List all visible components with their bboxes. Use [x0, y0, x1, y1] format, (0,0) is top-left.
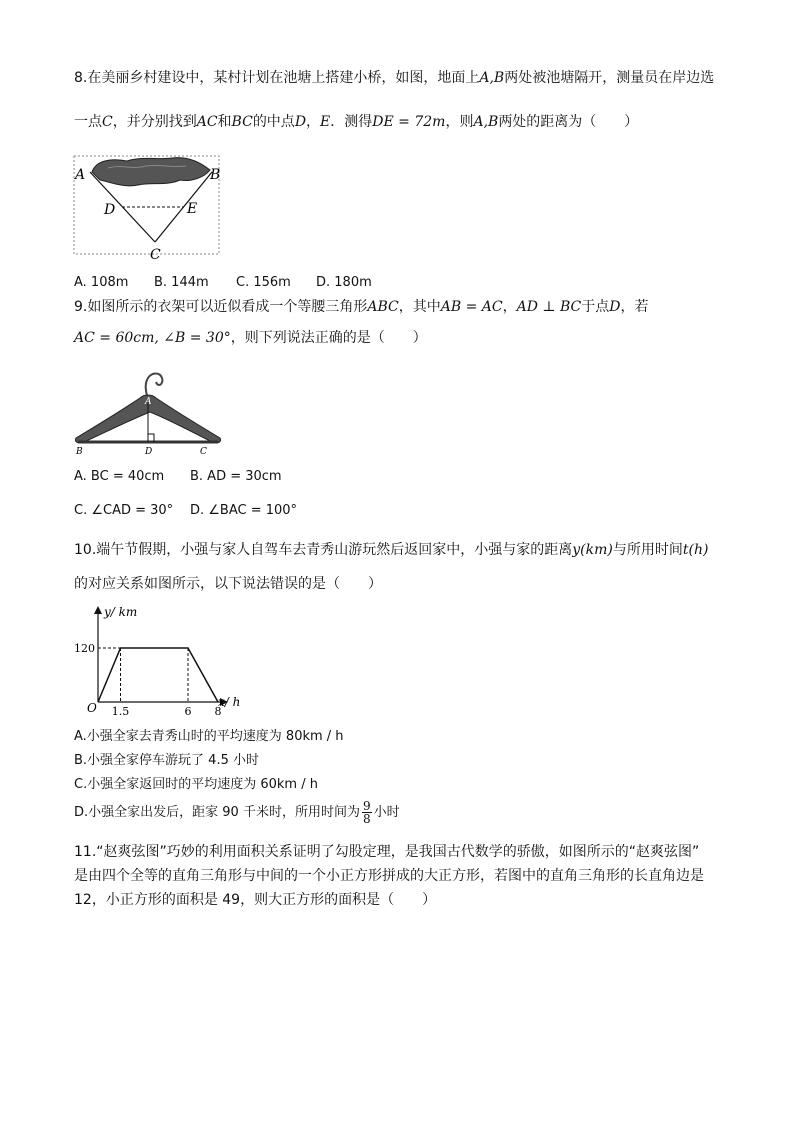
x-tick-label: 8	[214, 705, 222, 718]
q8-pond-figure	[72, 152, 222, 264]
q9-option-d[interactable]: D. ∠BAC = 100°	[190, 503, 298, 518]
q9-option-c[interactable]: C. ∠CAD = 30°	[74, 503, 174, 518]
q8-label-D: D	[104, 202, 116, 218]
q10-option-d[interactable]: D.小强全家出发后，距家 90 千米时，所用时间为 $\frac{9}{8}$ 小时	[74, 799, 400, 826]
q11-line1: 11.“赵爽弦图”巧妙的利用面积关系证明了勾股定理，是我国古代数学的骄傲，如图所示的“赵爽弦图”	[74, 844, 700, 860]
q9-label-D: D	[145, 447, 153, 457]
q10-option-a[interactable]: A.小强全家去青秀山时的平均速度为 80km / h	[74, 729, 344, 744]
x-tick-label: 1.5	[111, 705, 130, 718]
q9-label-B: B	[76, 447, 83, 457]
q9-option-b[interactable]: B. AD = 30cm	[190, 469, 282, 484]
q8-line1: 8.在美丽乡村建设中，某村计划在池塘上搭建小桥，如图，地面上A,B两处被池塘隔开，测量员在岸边选	[74, 70, 715, 86]
q10-option-b[interactable]: B.小强全家停车游玩了 4.5 小时	[74, 753, 259, 768]
q8-option-b[interactable]: B. 144m	[154, 275, 209, 290]
q11-line3: 12，小正方形的面积是 49，则大正方形的面积是（ ）	[74, 892, 437, 908]
y-axis-label: y/ km	[104, 605, 138, 619]
y-tick-label: 120	[74, 642, 95, 655]
q10-distance-time-chart	[72, 602, 242, 718]
q8-line2: 一点C，并分别找到AC和BC的中点D，E．测得DE = 72m，则A,B两处的距离为（ ）	[74, 114, 639, 130]
q9-label-A: A	[145, 397, 152, 407]
q10-option-d-fraction: $\frac{9}{8}$	[362, 799, 371, 826]
q8-option-d[interactable]: D. 180m	[316, 275, 372, 290]
q9-hanger-figure	[72, 368, 224, 456]
q8-option-a[interactable]: A. 108m	[74, 275, 129, 290]
q9-line2: AC = 60cm, ∠B = 30°，则下列说法正确的是（ ）	[74, 330, 427, 346]
y-axis-arrow	[94, 606, 102, 614]
x-tick-label: 6	[184, 705, 192, 718]
q10-line1: 10.端午节假期，小强与家人自驾车去青秀山游玩然后返回家中，小强与家的距离y(km)与所用时间t(h)	[74, 542, 709, 558]
q9-label-C: C	[200, 447, 207, 457]
origin-label: O	[87, 701, 97, 715]
q9-line1: 9.如图所示的衣架可以近似看成一个等腰三角形ABC，其中AB = AC，AD ⊥ BC于点D，若	[74, 299, 649, 315]
q8-label-E: E	[187, 201, 198, 217]
q8-label-A: A	[75, 167, 86, 183]
series-line	[98, 648, 218, 702]
q8-pond-shape	[92, 158, 210, 186]
q11-line2: 是由四个全等的直角三角形与中间的一个小正方形拼成的大正方形，若图中的直角三角形的长直角边是	[74, 868, 704, 884]
q10-line2: 的对应关系如图所示，以下说法错误的是（ ）	[74, 576, 382, 592]
q8-option-c[interactable]: C. 156m	[236, 275, 291, 290]
q9-option-a[interactable]: A. BC = 40cm	[74, 469, 165, 484]
q10-option-c[interactable]: C.小强全家返回时的平均速度为 60km / h	[74, 777, 318, 792]
q8-label-B: B	[210, 167, 221, 183]
x-axis-label: x/ h	[218, 695, 241, 709]
q8-label-C: C	[150, 247, 161, 263]
